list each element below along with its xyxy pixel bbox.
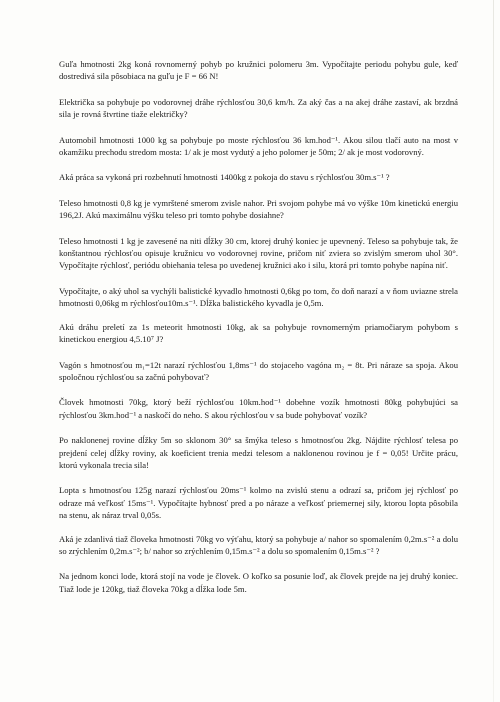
problem-9	[59, 359, 458, 384]
problem-2	[59, 96, 458, 121]
problem-text: Električka sa pohybuje po vodorovnej dráhe rýchlosťou 30,6 km/h. Za aký čas a na akej dráhe zastaví, ak brzdná sila je rovná štvrtine tiaže električky?	[59, 96, 458, 120]
problem-text: Človek hmotnosti 70kg, ktorý beží rýchlosťou 10km.hod⁻¹ dobehne vozík hmotnosti 80kg pohybujúci sa rýchlosťou 3km.hod⁻¹ a naskočí do neho. S akou rýchlosťou v sa bude pohybovať vozík?	[59, 397, 458, 420]
problem-6	[59, 235, 458, 272]
problem-4	[59, 171, 458, 183]
problem-text: Akú dráhu preletí za 1s meteorit hmotnosti 10kg, ak sa pohybuje rovnomerným priamočiarym pohybom s kinetickou energiou 4,5.10⁷ J?	[59, 321, 458, 345]
problem-text: Po naklonenej rovine dĺžky 5m so sklonom 30° sa šmýka teleso s hmotnosťou 2kg. Nájdite rýchlosť telesa po prejdení celej dĺžky roviny, ak koeficient trenia medzi telesom a naklonenou rovinou je f = 0,05! Určite prácu, ktorú vykonala trecia sila!	[59, 435, 458, 470]
problem-8	[59, 321, 458, 346]
problem-10	[59, 396, 458, 421]
problem-5	[59, 197, 458, 222]
problem-text: Aká práca sa vykoná pri rozbehnutí hmotnosti 1400kg z pokoja do stavu s rýchlosťou 30m.s⁻¹ ?	[59, 172, 390, 183]
problem-13	[59, 533, 458, 558]
problem-text: Aká je zdanlivá tiaž človeka hmotnosti 70kg vo výťahu, ktorý sa pohybuje a/ nahor so spomalením 0,2m.s⁻² a dolu so zrýchlením 0,2m.s⁻²; b/ nahor so zrýchlením 0,15m.s⁻² a dolu so spomalením 0,15m.s⁻² ?	[59, 533, 458, 556]
problem-text: Lopta s hmotnosťou 125g narazí rýchlosťou 20ms⁻¹ kolmo na zvislú stenu a odrazí sa, pričom jej rýchlosť po odraze má veľkosť 15ms⁻¹. Vypočítajte hybnosť pred a po náraze a veľkosť priemernej sily, ktorou lopta pôsobila na stenu, ak náraz trval 0,05s.	[59, 485, 458, 521]
problem-12	[59, 484, 458, 521]
problem-11	[59, 434, 458, 471]
problem-7	[59, 285, 458, 310]
problem-text: Vagón s hmotnosťou m₁=12t narazí rýchlosťou 1,8ms⁻¹ do stojaceho vagóna m₂ = 8t. Pri náraze sa spoja. Akou spoločnou rýchlosťou sa začnú pohybovať?	[59, 359, 458, 382]
problem-text: Vypočítajte, o aký uhol sa vychýli balistické kyvadlo hmotnosti 0,6kg po tom, čo doň narazí a v ňom uviazne strela hmotnosti 0,06kg m rýchlosťou10m.s⁻¹. Dĺžka balistického kyvadla je 0,5m.	[59, 285, 458, 309]
problem-1	[59, 58, 458, 83]
problem-text: Teleso hmotnosti 1 kg je zavesené na niti dĺžky 30 cm, ktorej druhý koniec je upevnený. Teleso sa pohybuje tak, že konštantnou rýchlosťou opisuje kružnicu vo vodorovnej rovine, pričom niť zviera so zvislým smerom uhol 30°. Vypočítajte rýchlosť, periódu obiehania telesa po uvedenej kružnici ako i silu, ktorá pri tomto pohybe napína niť.	[59, 235, 458, 271]
problem-text: Guľa hmotnosti 2kg koná rovnomerný pohyb po kružnici polomeru 3m. Vypočítajte periodu pohybu gule, keď dostredivá sila pôsobiaca na guľu je F = 66 N!	[59, 59, 458, 82]
problem-14	[59, 570, 458, 595]
problem-text: Na jednom konci lode, ktorá stojí na vode je človek. O koľko sa posunie loď, ak človek prejde na jej druhý koniec. Tiaž lode je 120kg, tiaž človeka 70kg a dĺžka lode 5m.	[59, 571, 458, 594]
problem-text: Teleso hmotnosti 0,8 kg je vymrštené smerom zvisle nahor. Pri svojom pohybe má vo výške 10m kinetickú energiu 196,2J. Akú maximálnu výšku teleso pri tomto pohybe dosiahne?	[59, 197, 458, 221]
problem-3	[59, 134, 458, 159]
problem-text: Automobil hmotnosti 1000 kg sa pohybuje po moste rýchlosťou 36 km.hod⁻¹. Akou silou tlačí auto na most v okamžiku prechodu stredom mosta: 1/ ak je most vydutý a jeho polomer je 50m; 2/ ak je most vodorovný.	[59, 134, 458, 158]
scan-edge	[493, 0, 494, 702]
